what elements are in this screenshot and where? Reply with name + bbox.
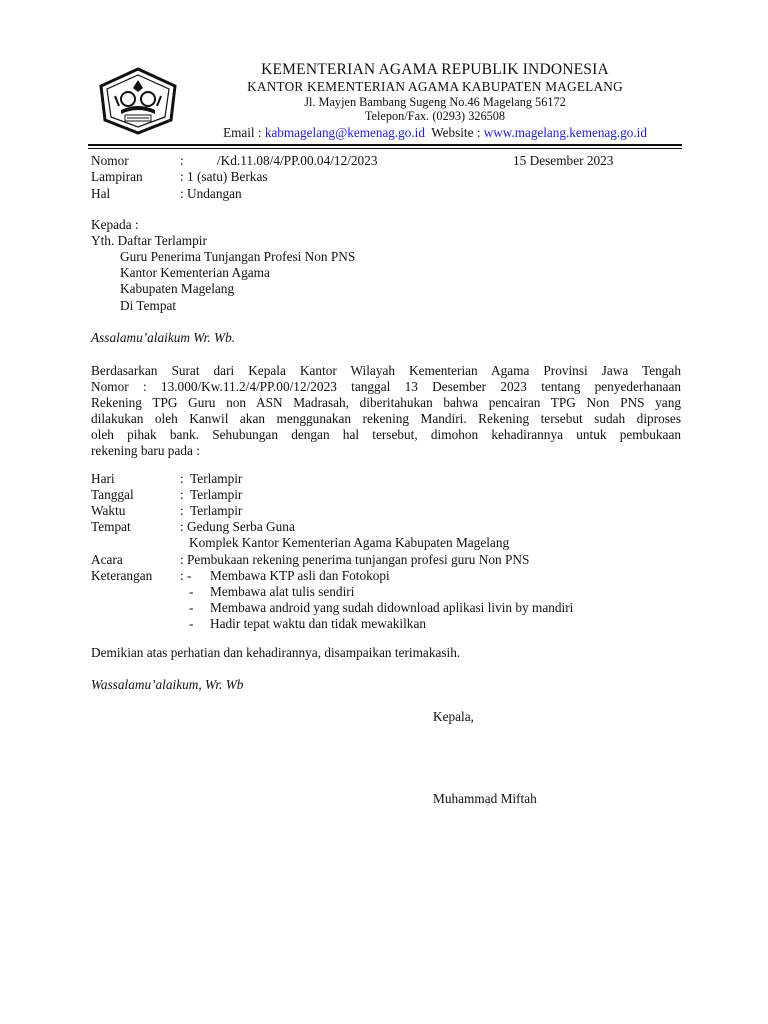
hari-value: : Terlampir	[180, 471, 243, 486]
email-link[interactable]: kabmagelang@kemenag.go.id	[264, 125, 425, 140]
body-line: rekening baru pada :	[91, 443, 200, 458]
signature-title: Kepala,	[433, 709, 474, 724]
recipient-line: Di Tempat	[120, 298, 177, 313]
waktu-value: : Terlampir	[180, 503, 243, 518]
bullet-dash: -	[189, 616, 194, 631]
greeting: Assalamu’alaikum Wr. Wb.	[91, 330, 236, 345]
acara-value: : Pembukaan rekening penerima tunjangan profesi guru Non PNS	[180, 552, 530, 567]
letterhead-divider-thin	[88, 148, 682, 149]
lampiran-value: : 1 (satu) Berkas	[180, 169, 268, 184]
office-title: KANTOR KEMENTERIAN AGAMA KABUPATEN MAGELANG	[247, 79, 623, 94]
recipient-line: Guru Penerima Tunjangan Profesi Non PNS	[120, 249, 356, 264]
letterhead-divider-thick	[88, 144, 682, 146]
body-line: oleh pihak bank. Sehubungan dengan hal tersebut, dimohon kehadirannya untuk pembukaan	[91, 427, 681, 442]
bullet-dash: -	[189, 600, 194, 615]
keterangan-label: Keterangan	[91, 568, 153, 583]
letter-date: 15 Desember 2023	[513, 153, 614, 168]
tanggal-label: Tanggal	[91, 487, 134, 502]
nomor-value: : /Kd.11.08/4/PP.00.04/12/2023	[180, 153, 378, 168]
body-line: Berdasarkan Surat dari Kepala Kantor Wilayah Kementerian Agama Provinsi Jawa Tengah	[91, 363, 681, 378]
lampiran-label: Lampiran	[91, 169, 143, 184]
email-label: Email :	[223, 125, 265, 140]
hal-label: Hal	[91, 186, 111, 201]
keterangan-item: Membawa android yang sudah didownload aplikasi livin by mandiri	[210, 600, 574, 615]
tempat-value: : Gedung Serba Guna	[180, 519, 295, 534]
tempat-label: Tempat	[91, 519, 131, 534]
nomor-label: Nomor	[91, 153, 129, 168]
office-address: Jl. Mayjen Bambang Sugeng No.46 Magelang 56172	[304, 95, 566, 109]
keterangan-item: Membawa alat tulis sendiri	[210, 584, 355, 599]
keterangan-item: Membawa KTP asli dan Fotokopi	[210, 568, 390, 583]
body-line: Nomor : 13.000/Kw.11.2/4/PP.00/12/2023 tanggal 13 Desember 2023 tentang penyederhanaan	[91, 379, 681, 394]
tempat-value-line2: Komplek Kantor Kementerian Agama Kabupaten Magelang	[189, 535, 510, 550]
tanggal-value: : Terlampir	[180, 487, 243, 502]
recipient-line: Kantor Kementerian Agama	[120, 265, 270, 280]
office-phone: Telepon/Fax. (0293) 326508	[364, 109, 506, 123]
waktu-label: Waktu	[91, 503, 126, 518]
hari-label: Hari	[91, 471, 115, 486]
contact-line	[190, 124, 680, 141]
website-link[interactable]: www.magelang.kemenag.go.id	[483, 125, 647, 140]
kemenag-emblem-icon	[95, 66, 181, 136]
acara-label: Acara	[91, 552, 123, 567]
kepada-label: Kepada :	[91, 217, 139, 232]
body-line: dilakukan oleh Kanwil akan menggunakan rekening Mandiri. Rekening tersebut sudah diproses	[91, 411, 681, 426]
closing-text: Demikian atas perhatian dan kehadirannya, disampaikan terimakasih.	[91, 645, 461, 660]
hal-value: : Undangan	[180, 186, 242, 201]
ministry-title: KEMENTERIAN AGAMA REPUBLIK INDONESIA	[261, 61, 609, 78]
recipient-line: Kabupaten Magelang	[120, 281, 235, 296]
website-label: Website :	[424, 125, 484, 140]
recipient-yth: Yth. Daftar Terlampir	[91, 233, 207, 248]
farewell: Wassalamu’alaikum, Wr. Wb	[91, 677, 244, 692]
letterhead	[190, 60, 680, 141]
body-line: Rekening TPG Guru non ASN Madrasah, diberitahukan bahwa pencairan TPG Non PNS yang	[91, 395, 681, 410]
signature-name: Muhammad Miftah	[433, 791, 537, 806]
keterangan-prefix: : -	[180, 568, 192, 583]
keterangan-item: Hadir tepat waktu dan tidak mewakilkan	[210, 616, 427, 631]
bullet-dash: -	[189, 584, 194, 599]
